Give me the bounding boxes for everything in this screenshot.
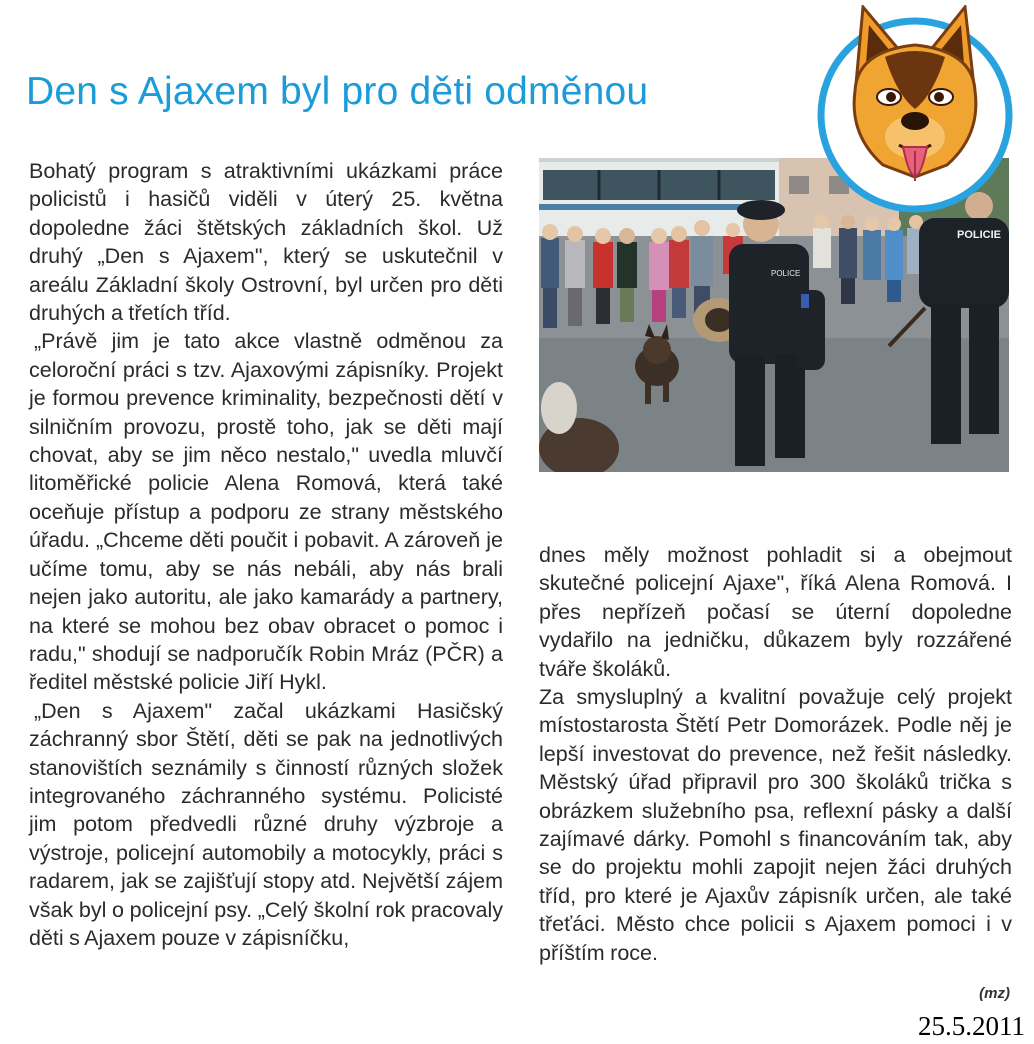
author-signature: (mz) [979,985,1010,1002]
paragraph: „Den s Ajaxem" začal ukázkami Hasičský záchranný sbor Štětí, děti se pak na jednotlivých stanovištích seznámily s činností různých složek integrovaného záchranného systému. Policisté jim potom předvedli různé druhy výzbroje a výstroje, policejní automobily a motocykly, práci s radarem, jak se zajišťují stopy atd. Největší zájem však byl o policejní psy. „Celý školní rok pracovaly děti s Ajaxem pouze v zápisníčku, [29,698,503,950]
german-shepherd-dog-icon [815,5,1015,215]
paragraph: Za smysluplný a kvalitní považuje celý projekt místostarosta Štětí Petr Domorázek. Podle něj je lepší investovat do prevence, než řešit následky. Městský úřad připravil pro 300 školáků trička s obrázkem služebního psa, reflexní pásky a další zajímavé dárky. Pomohl s financováním tak, aby se do projektu mohli zapojit nejen žáci druhých tříd, pro které je Ajaxův zápisník určen, ale také třeťáci. Město chce policii s Ajaxem pomoci i v příštím roce. [539,685,1012,965]
article-column-right [539,541,1012,967]
publication-date: 25.5.2011 [918,1011,1025,1041]
paragraph: dnes měly možnost pohladit si a obejmout skutečné policejní Ajaxe", říká Alena Romová. I přes nepřízeň počasí se úterní dopoledne vydařilo na jedničku, důkazem byly rozzářené tváře školáků. [539,543,1012,681]
paragraph: Bohatý program s atraktivními ukázkami práce policistů i hasičů viděli v úterý 25. května dopoledne žáci štětských základních škol. Už druhý „Den s Ajaxem", který se uskutečnil v areálu Základní školy Ostrovní, byl určen pro děti druhých a třetích tříd. [29,159,503,326]
paragraph: „Právě jim je tato akce vlastně odměnou za celoroční práci s tzv. Ajaxovými zápisníky. Projekt je formou prevence kriminality, bezpečnosti dětí v silničním provozu, prostě toho, jak se děti mají chovat, aby se jim něco nestalo," uvedla mluvčí litoměřické policie Alena Romová, která také oceňuje přístup a podporu ze strany městského úřadu. „Chceme děti poučit i pobavit. A zároveň je učíme tomu, aby se nás nebáli, aby nás brali nejen jako autoritu, ale jako kamarády a partnery, na které se mohou bez obav obracet o pomoc i radu," shodují se nadporučík Robin Mráz (PČR) a ředitel městské policie Jiří Hykl. [29,329,503,695]
police-chest-label: POLICE [771,269,801,278]
article-title: Den s Ajaxem byl pro děti odměnou [26,70,649,113]
police-vest-label: POLICIE [957,229,1002,241]
article-column-left [29,157,503,952]
